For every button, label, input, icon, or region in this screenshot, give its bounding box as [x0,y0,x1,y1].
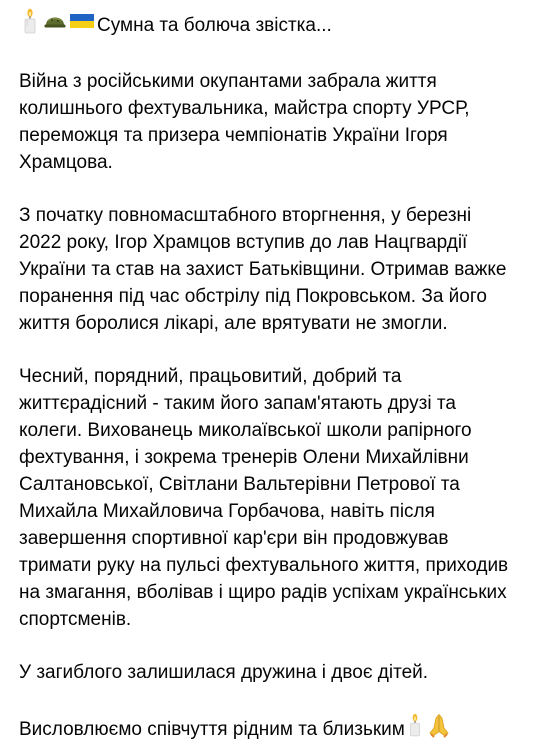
text-line: Храмцова. [19,152,113,173]
paragraph-1 [19,68,542,176]
text-line: фехтування, і зокрема тренерів Олени Михайлівни [19,447,469,468]
text-line: переможця та призера чемпіонатів України Ігоря [19,125,448,146]
paragraph-2 [19,202,542,337]
text-line: України та став на захист Батьківщини. Отримав важке [19,259,507,280]
ukraine-flag-icon [69,8,95,42]
text-line: завершення спортивної кар'єри він продовжував [19,528,449,549]
text-line: колишнього фехтувальника, майстра спорту УРСР, [19,98,470,119]
text-line: життя боролися лікарі, але врятувати не змогли. [19,313,448,334]
candle-icon [405,712,425,746]
text-line: колеги. Вихованець миколаївської школи рапірного [19,420,472,441]
text-line: тримати руку на пульсі фехтувального життя, приходив [19,555,509,576]
text-line: У загиблого залишилася дружина і двоє дітей. [19,662,429,683]
text-line: 2022 року, Ігор Храмцов вступив до лав Нацгвардії [19,232,468,253]
paragraph-4 [19,659,542,686]
military-helmet-icon [43,8,67,42]
candle-icon [19,8,41,42]
text-line: спортсменів. [19,609,132,630]
post-headline [19,7,542,43]
praying-hands-icon [427,712,451,746]
closing-line [19,712,542,746]
text-line: на змагання, вболівав і щиро радів успіхам українських [19,582,507,603]
text-line: З початку повномасштабного вторгнення, у березні [19,205,472,226]
text-line: Війна з російськими окупантами забрала життя [19,71,437,92]
text-line: поранення під час обстрілу під Покровськом. За його [19,286,487,307]
text-line: Михайла Михайловича Горбачова, навіть після [19,501,435,522]
text-line: Салтановської, Світлани Вальтерівни Петрової та [19,474,460,495]
text-line: Чесний, порядний, працьовитий, добрий та [19,366,402,387]
paragraph-3 [19,363,542,633]
closing-text: Висловлюємо співчуття рідним та близьким [19,718,405,740]
text-line: життєрадісний - таким його запам'ятають друзі та [19,393,456,414]
post-title: Сумна та болюча звістка... [97,14,332,36]
